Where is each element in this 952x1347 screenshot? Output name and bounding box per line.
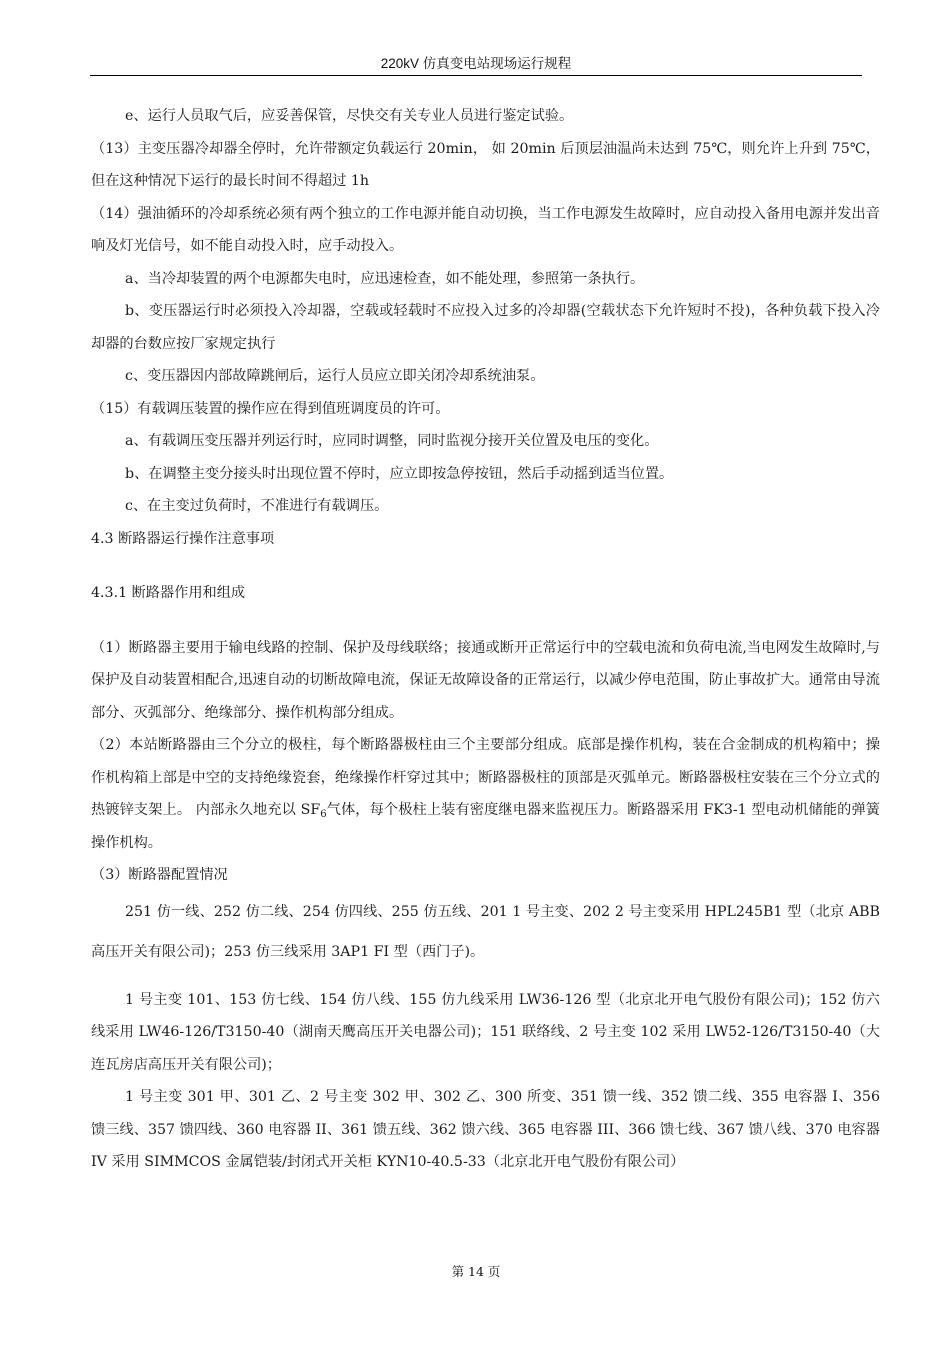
running-header: 220kV 仿真变电站现场运行规程 [380,56,572,71]
sf6-subscript: 6 [320,809,327,820]
paragraph-14a: a、当冷却装置的两个电源都失电时，应迅速检查，如不能处理，参照第一条执行。 [125,270,645,287]
paragraph-15-tap-changer: （15）有载调压装置的操作应在得到值班调度员的许可。 [91,400,450,417]
section-heading-4-3: 4.3 断路器运行操作注意事项 [91,530,275,547]
paragraph-breaker-config-110kv: 1 号主变 101、153 仿七线、154 仿八线、155 仿九线采用 LW36-126 型（北京北开电气股份有限公司)；152 仿六线采用 LW46-126/T3150-40（湖南天鹰高压开关电器公司)；151 联络线、2 号主变 102 采用 LW52-126/T3150-40（大连瓦房店高压开关有限公司)； [91,991,880,1073]
paragraph-breaker-3: （3）断路器配置情况 [91,867,228,883]
document-body [91,100,880,1179]
paragraph-breaker-2-part2: 气体，每个极柱上装有密度继电器来监视压力。断路器采用 FK3-1 型电动机储能的弹簧操作机构。 [91,802,880,851]
section-heading-4-3-1: 4.3.1 断路器作用和组成 [91,585,246,601]
paragraph-breaker-config-35kv: 1 号主变 301 甲、301 乙、2 号主变 302 甲、302 乙、300 所变、351 馈一线、352 馈二线、355 电容器 I、356 馈三线、357 馈四线、360 电容器 II、361 馈五线、362 馈六线、365 电容器 III、366 馈七线、367 馈八线、370 电容器 IV 采用 SIMMCOS 金属铠装/封闭式开关柜 KYN10-40.5-33（北京北开电气股份有限公司） [91,1089,880,1170]
paragraph-14-cooling-power: （14）强油循环的冷却系统必须有两个独立的工作电源并能自动切换，当工作电源发生故障时，应自动投入备用电源并发出音响及灯光信号，如不能自动投入时，应手动投入。 [91,205,880,254]
paragraph-15c: c、在主变过负荷时，不准进行有载调压。 [125,498,389,514]
header-rule [90,75,862,76]
paragraph-breaker-1: （1）断路器主要用于输电线路的控制、保护及母线联络；接通或断开正常运行中的空载电流和负荷电流,当电网发生故障时,与保护及自动装置相配合,迅速自动的切断故障电流，保证无故障设备的正常运行，以减少停电范围，防止事故扩大。通常由导流部分、灭弧部分、绝缘部分、操作机构部分组成。 [91,639,880,721]
paragraph-14c: c、变压器因内部故障跳闸后，运行人员应立即关闭冷却系统油泵。 [125,368,545,384]
paragraph-15b: b、在调整主变分接头时出现位置不停时，应立即按急停按钮，然后手动摇到适当位置。 [125,465,674,482]
paragraph-breaker-config-220kv: 251 仿一线、252 仿二线、254 仿四线、255 仿五线、201 1 号主变、202 2 号主变采用 HPL245B1 型（北京 ABB 高压开关有限公司)；253 仿三线采用 3AP1 FI 型（西门子)。 [91,903,880,960]
page-number: 第 14 页 [451,1264,501,1279]
paragraph-e-gas-sample: e、运行人员取气后，应妥善保管，尽快交有关专业人员进行鉴定试验。 [125,108,574,124]
paragraph-breaker-2 [91,729,880,859]
paragraph-15a: a、有载调压变压器并列运行时，应同时调整，同时监视分接开关位置及电压的变化。 [125,433,659,449]
paragraph-13-cooler-stop: （13）主变压器冷却器全停时，允许带额定负载运行 20min， 如 20min 后顶层油温尚未达到 75℃，则允许上升到 75℃，但在这种情况下运行的最长时间不得超过 1h [91,140,880,189]
paragraph-breaker-2-part1: （2）本站断路器由三个分立的极柱，每个断路器极柱由三个主要部分组成。底部是操作机构，装在合金制成的机构箱中；操作机构箱上部是中空的支持绝缘瓷套，绝缘操作杆穿过其中；断路器极柱的顶部是灭弧单元。断路器极柱安装在三个分立式的热镀锌支架上。 内部永久地充以 SF [91,737,880,818]
paragraph-14b: b、变压器运行时必须投入冷却器，空载或轻载时不应投入过多的冷却器(空载状态下允许短时不投)，各种负载下投入冷却器的台数应按厂家规定执行 [91,303,880,352]
